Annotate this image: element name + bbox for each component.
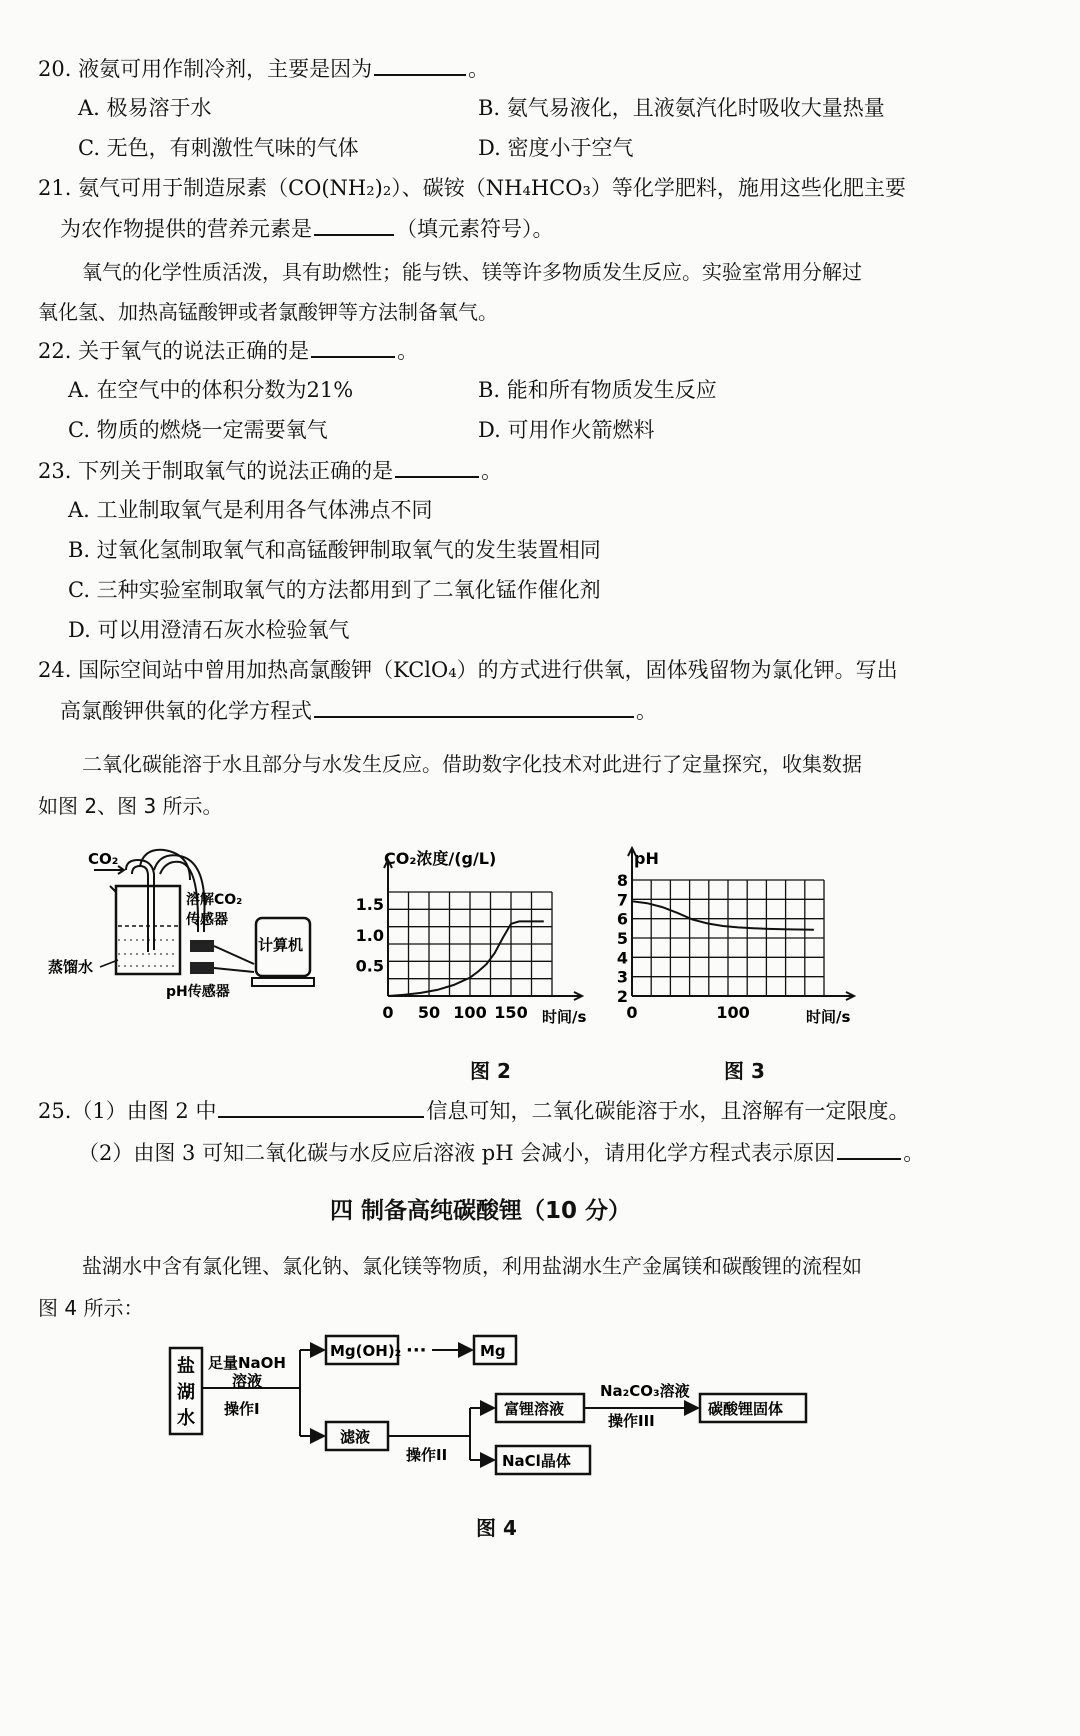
q20-option-c[interactable]: C. 无色，有刺激性气味的气体	[78, 136, 359, 160]
flow-reagent1-a: 足量NaOH	[208, 1354, 286, 1372]
chart3-series-line	[632, 901, 814, 929]
co2-sensor-label-1: 溶解CO₂	[186, 892, 243, 908]
chart3-x-tick-label: 100	[716, 1003, 750, 1022]
computer-label: 计算机	[258, 936, 304, 954]
q23-option-a[interactable]: A. 工业制取氧气是利用各气体沸点不同	[68, 498, 433, 522]
flow-li-rich: 富锂溶液	[504, 1400, 565, 1418]
flow-start-char2: 湖	[177, 1382, 195, 1403]
chart3-y-tick-label: 8	[616, 871, 628, 890]
flow-product: 碳酸锂固体	[708, 1400, 784, 1418]
figure2-caption: 图 2	[470, 1059, 511, 1083]
chart3-ylabel: pH	[634, 849, 659, 868]
chart2-y-tick-label: 1.5	[355, 895, 384, 915]
flow-mgoh2: Mg(OH)₂	[330, 1342, 402, 1360]
ph-sensor	[190, 962, 214, 974]
co2-concentration-chart	[340, 840, 610, 1040]
q23-option-d[interactable]: D. 可以用澄清石灰水检验氧气	[68, 618, 350, 642]
figure3-caption: 图 3	[724, 1059, 765, 1083]
q25-part2-blank[interactable]	[837, 1138, 901, 1160]
q20-stem: 20. 液氨可用作制冷剂，主要是因为 。	[38, 54, 489, 83]
ph-sensor-label: pH传感器	[166, 984, 230, 1000]
q25-part1-blank[interactable]	[218, 1096, 424, 1118]
flow-start-char1: 盐	[177, 1356, 195, 1377]
q24-line2: 高氯酸钾供氧的化学方程式 。	[60, 696, 657, 725]
process-flow-diagram	[160, 1330, 840, 1500]
flow-reagent1-b: 溶液	[232, 1372, 263, 1390]
ph-chart	[610, 840, 870, 1040]
q24-line1: 24. 国际空间站中曾用加热高氯酸钾（KClO₄）的方式进行供氧，固体残留物为氯化钾。写出	[38, 658, 898, 682]
chart3-y-tick-label: 2	[616, 987, 628, 1006]
experiment-apparatus	[40, 840, 340, 1020]
co2-sensor	[190, 940, 214, 952]
q20-option-d[interactable]: D. 密度小于空气	[478, 136, 634, 160]
flow-op3: 操作III	[608, 1412, 655, 1430]
chart2-series-line	[388, 921, 544, 996]
flow-reagent2: Na₂CO₃溶液	[600, 1382, 690, 1400]
q22-option-b[interactable]: B. 能和所有物质发生反应	[478, 378, 717, 402]
flow-filtrate: 滤液	[340, 1428, 371, 1446]
q20-answer-blank[interactable]	[374, 54, 466, 76]
section4-intro-line2: 图 4 所示：	[38, 1296, 144, 1320]
section4-title: 四 制备高纯碳酸锂（10 分）	[330, 1198, 632, 1224]
flow-mg: Mg	[480, 1342, 506, 1360]
flow-op1: 操作I	[224, 1400, 260, 1418]
chart3-y-tick-label: 4	[616, 948, 628, 968]
q22-option-a[interactable]: A. 在空气中的体积分数为21%	[68, 378, 354, 402]
q25-line2: （2）由图 3 可知二氧化碳与水反应后溶液 pH 会减小，请用化学方程式表示原因 。	[78, 1138, 924, 1167]
chart3-x-tick-label: 0	[626, 1003, 638, 1022]
oxygen-intro-line1: 氧气的化学性质活泼，具有助燃性；能与铁、镁等许多物质发生反应。实验室常用分解过	[82, 260, 862, 284]
q22-answer-blank[interactable]	[311, 336, 395, 358]
chart2-x-tick-label: 150	[494, 1003, 528, 1022]
q23-answer-blank[interactable]	[395, 456, 479, 478]
q20-option-a[interactable]: A. 极易溶于水	[78, 96, 212, 120]
section4-intro-line1: 盐湖水中含有氯化锂、氯化钠、氯化镁等物质，利用盐湖水生产金属镁和碳酸锂的流程如	[82, 1254, 862, 1278]
chart3-y-tick-label: 3	[616, 967, 628, 987]
flow-start-char3: 水	[177, 1408, 195, 1429]
q23-option-b[interactable]: B. 过氧化氢制取氧气和高锰酸钾制取氧气的发生装置相同	[68, 538, 601, 562]
q21-answer-blank[interactable]	[314, 214, 394, 236]
figure4-caption: 图 4	[476, 1516, 517, 1540]
q24-answer-blank[interactable]	[314, 696, 634, 718]
chart2-x-tick-label: 0	[382, 1003, 394, 1022]
co2-sensor-label-2: 传感器	[186, 912, 228, 928]
q22-option-c[interactable]: C. 物质的燃烧一定需要氧气	[68, 418, 328, 442]
q20-option-b[interactable]: B. 氨气易液化，且液氨汽化时吸收大量热量	[478, 96, 885, 120]
chart2-y-tick-label: 0.5	[355, 956, 384, 976]
chart2-x-tick-label: 100	[453, 1003, 487, 1022]
q21-line1: 21. 氨气可用于制造尿素（CO(NH₂)₂）、碳铵（NH₄HCO₃）等化学肥料，施用这些化肥主要	[38, 176, 906, 200]
flow-op2: 操作II	[406, 1446, 448, 1464]
q23-option-c[interactable]: C. 三种实验室制取氧气的方法都用到了二氧化锰作催化剂	[68, 578, 601, 602]
chart2-xlabel: 时间/s	[542, 1008, 587, 1026]
q21-line2: 为农作物提供的营养元素是 （填元素符号）。	[60, 214, 554, 243]
q22-option-d[interactable]: D. 可用作火箭燃料	[478, 418, 655, 442]
chart3-y-tick-label: 6	[616, 909, 628, 929]
chart2-x-tick-label: 50	[417, 1003, 441, 1022]
chart2-y-tick-label: 1.0	[355, 925, 384, 945]
co2-intro-line2: 如图 2、图 3 所示。	[38, 794, 223, 818]
flow-nacl: NaCl晶体	[502, 1452, 571, 1470]
chart3-xlabel: 时间/s	[806, 1008, 851, 1026]
chart3-y-tick-label: 7	[616, 890, 628, 910]
flow-dots: ···	[406, 1340, 427, 1361]
co2-label: CO₂	[88, 850, 119, 868]
co2-intro-line1: 二氧化碳能溶于水且部分与水发生反应。借助数字化技术对此进行了定量探究，收集数据	[82, 752, 862, 776]
chart3-y-tick-label: 5	[616, 929, 628, 948]
q23-stem: 23. 下列关于制取氧气的说法正确的是 。	[38, 456, 502, 485]
q25-line1: 25.（1）由图 2 中 信息可知，二氧化碳能溶于水，且溶解有一定限度。	[38, 1096, 909, 1125]
distilled-water-label: 蒸馏水	[48, 958, 94, 976]
oxygen-intro-line2: 氧化氢、加热高锰酸钾或者氯酸钾等方法制备氧气。	[38, 300, 498, 324]
q22-stem: 22. 关于氧气的说法正确的是 。	[38, 336, 418, 365]
chart2-ylabel: CO₂浓度/(g/L)	[384, 849, 497, 868]
